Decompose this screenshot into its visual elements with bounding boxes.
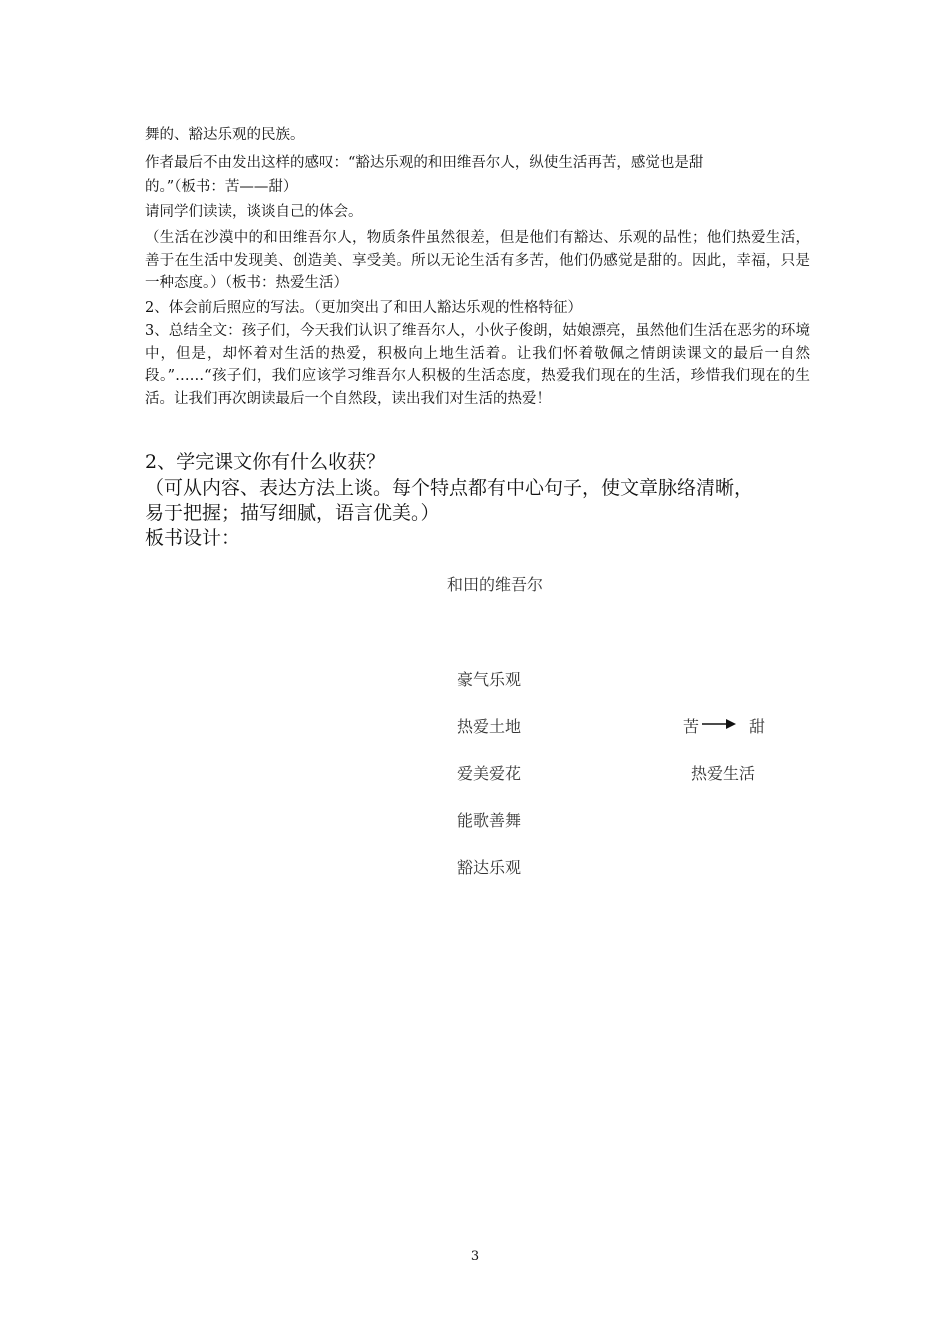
- section-answer-line-1: （可从内容、表达方法上谈。每个特点都有中心句子，使文章脉络清晰，: [145, 477, 754, 499]
- board-sweet: 甜: [749, 717, 766, 736]
- board-item: 爱美爱花: [457, 764, 522, 783]
- section-question: 2、学完课文你有什么收获？: [145, 451, 386, 473]
- section-answer-line-2: 易于把握；描写细腻，语言优美。）: [145, 502, 440, 524]
- arrow-right-icon: [702, 717, 736, 731]
- board-item: 热爱土地: [457, 717, 522, 736]
- board-item: 能歌善舞: [457, 811, 522, 830]
- board-love-life: 热爱生活: [691, 764, 756, 783]
- text-line-1: 舞的、豁达乐观的民族。: [145, 127, 305, 143]
- board-title: 和田的维吾尔: [446, 575, 543, 594]
- text-line-3: 的。”（板书：苦——甜）: [145, 179, 298, 195]
- page-number: 3: [470, 1249, 480, 1264]
- text-item-2: 2、体会前后照应的写法。（更加突出了和田人豁达乐观的性格特征）: [145, 300, 582, 316]
- text-line-4: 请同学们读读，谈谈自己的体会。: [145, 204, 363, 220]
- paragraph-summary: 3、总结全文：孩子们，今天我们认识了维吾尔人，小伙子俊朗，姑娘漂亮，虽然他们生活在恶劣的环境中，但是，却怀着对生活的热爱，积极向上地生活着。让我们怀着敬佩之情朗读课文的最后一自然段。”……“孩子们，我们应该学习维吾尔人积极的生活态度，热爱我们现在的生活，珍惜我们现在的生活。让我们再次朗读最后一个自然段，读出我们对生活的热爱！: [145, 323, 810, 407]
- board-design-heading: 板书设计：: [145, 527, 241, 549]
- text-line-2: 作者最后不由发出这样的感叹：“豁达乐观的和田维吾尔人，纵使生活再苦，感觉也是甜: [145, 155, 704, 171]
- paragraph-explanation: （生活在沙漠中的和田维吾尔人，物质条件虽然很差，但是他们有豁达、乐观的品性；他们热爱生活，善于在生活中发现美、创造美、享受美。所以无论生活有多苦，他们仍感觉是甜的。因此，幸福，只是一种态度。）（板书：热爱生活）: [145, 230, 810, 291]
- board-bitter: 苦: [683, 717, 700, 736]
- board-item: 豁达乐观: [457, 858, 522, 877]
- board-item: 豪气乐观: [457, 670, 522, 689]
